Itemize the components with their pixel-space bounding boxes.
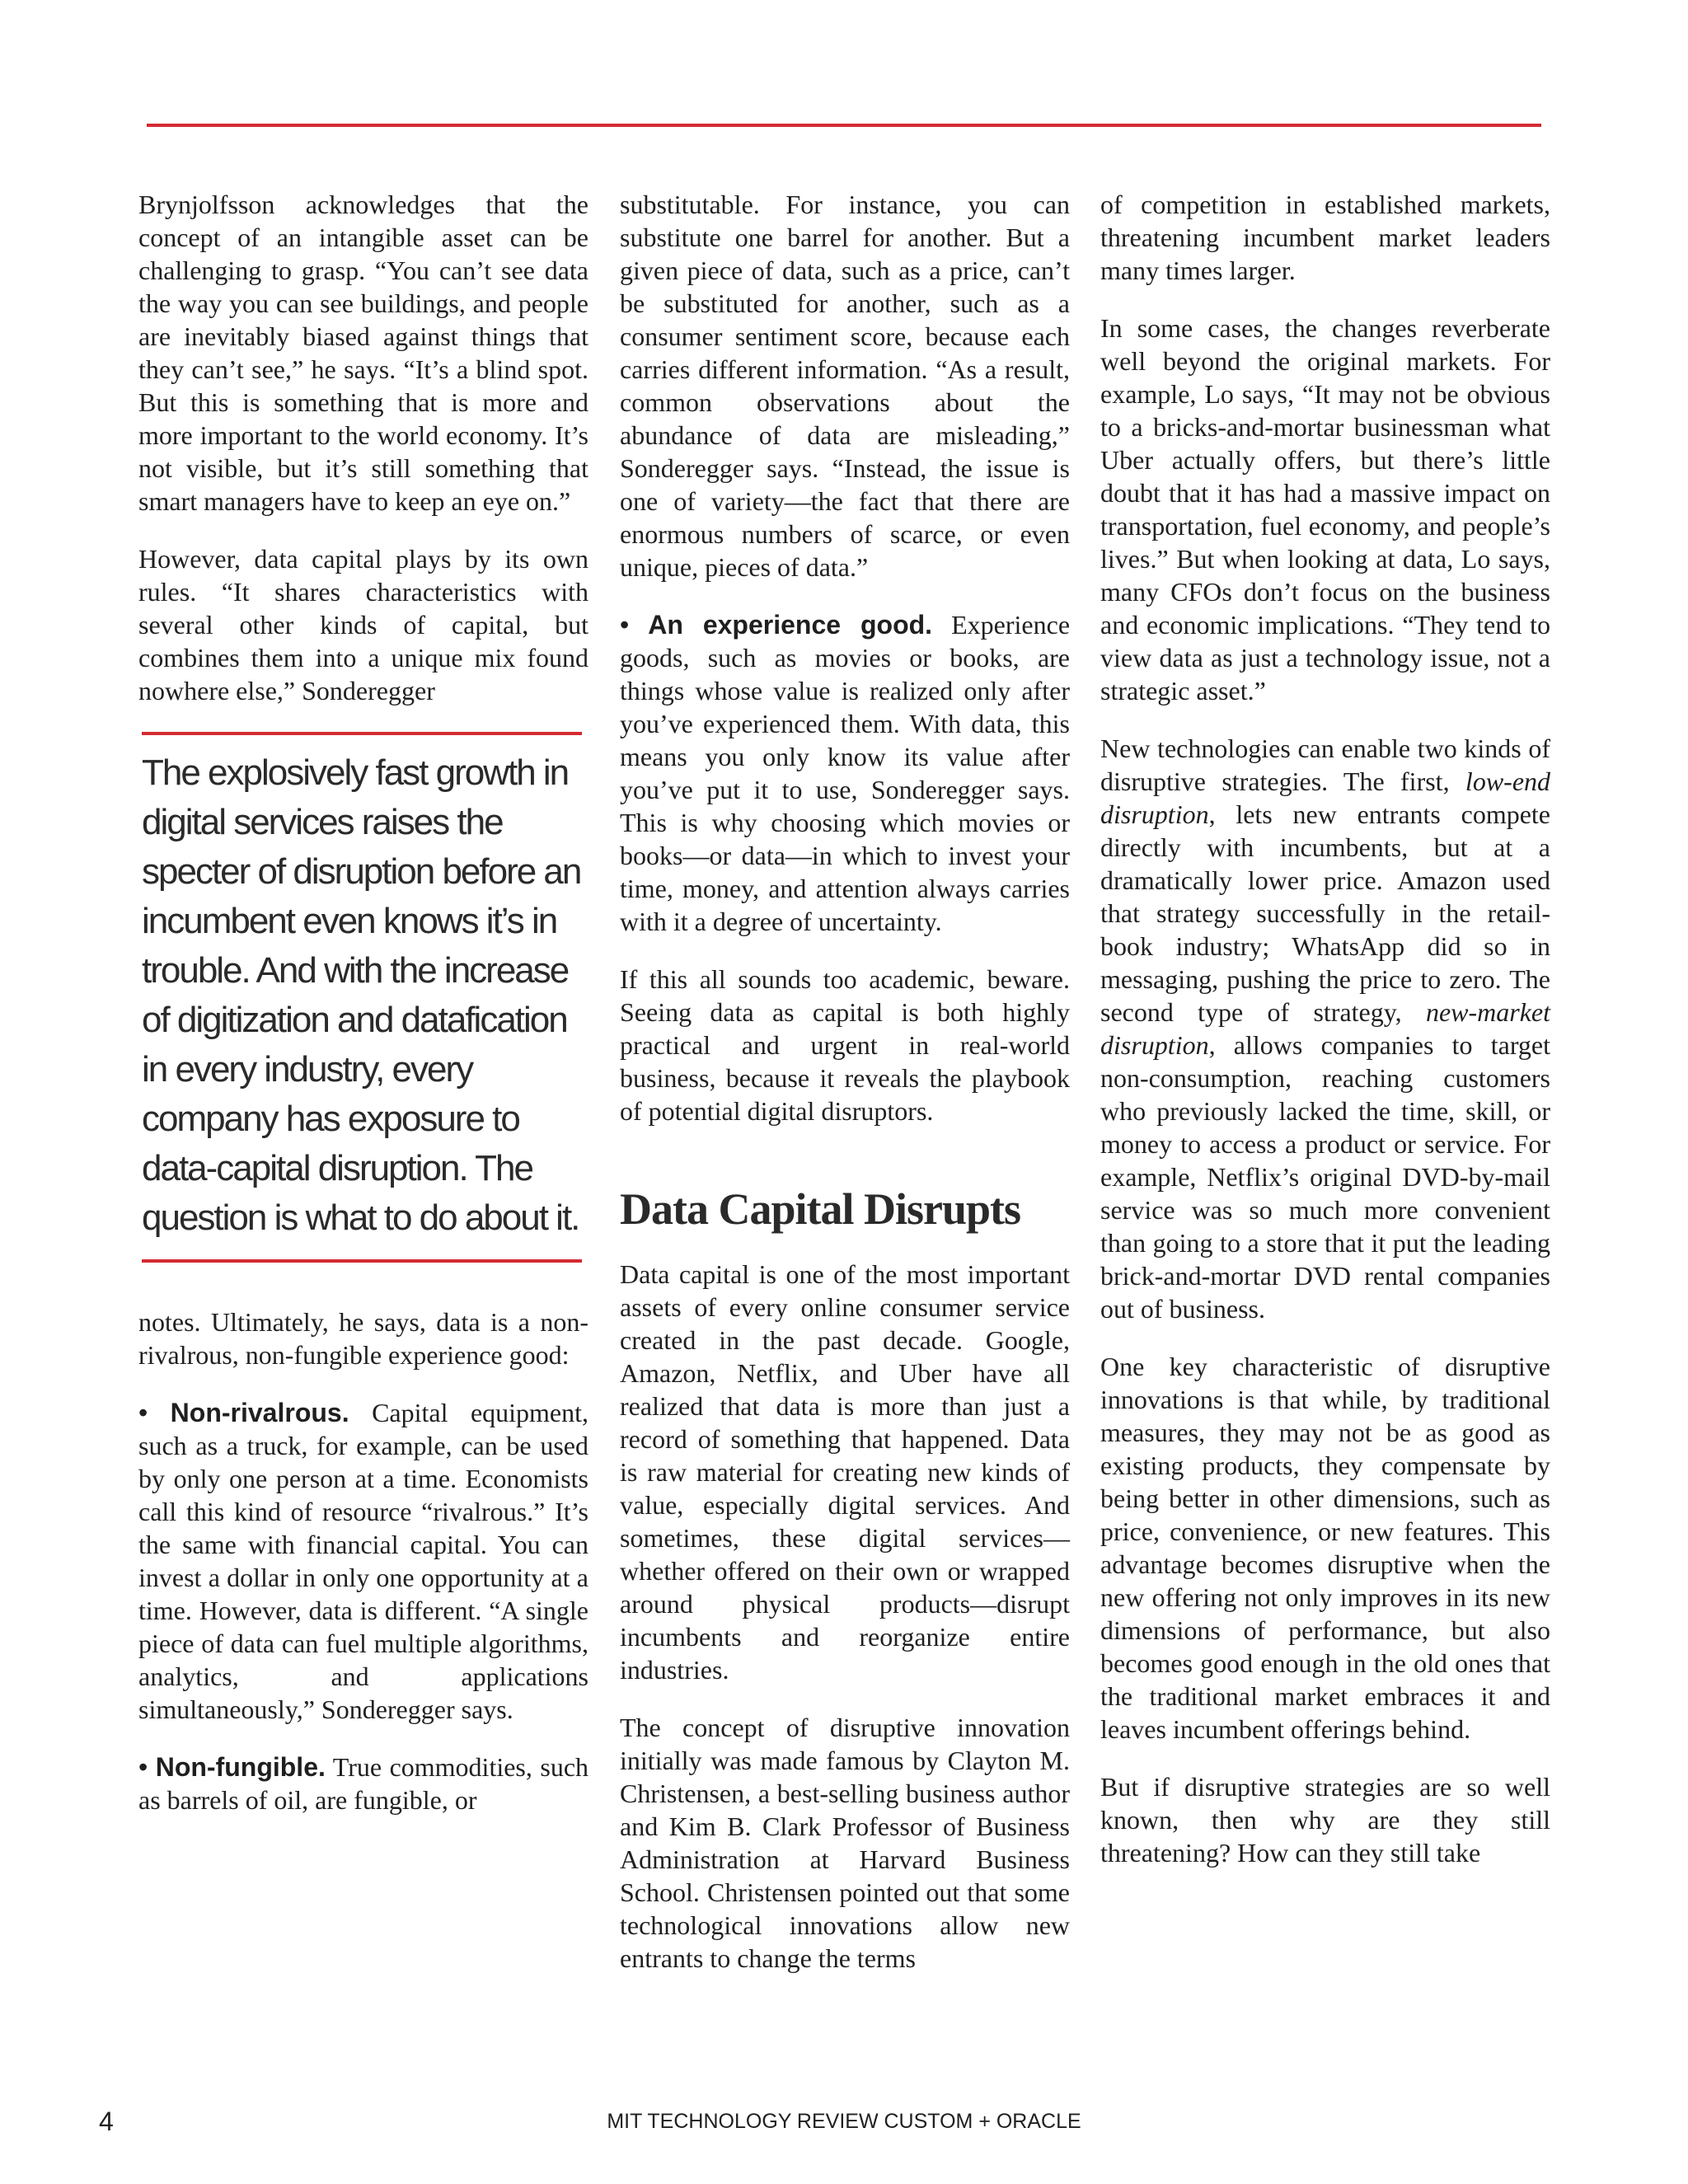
term-new-market-disruption: new-market disruption [1100,997,1551,1060]
bullet-text: Experience goods, such as movies or books, are things whose value is realized only after you’ve experienced them. With data, this means you only know its value after you’ve put it to use, Sonderegger says. This is why choosing which movies or books—or data—in which to invest your time, money, and attention always carries with it a degree of uncertainty. [620,610,1071,936]
top-rule [147,124,1541,127]
text-run: , allows companies to target non-consumption, reaching customers who previously lacked the time, skill, or money to access a product or service. For example, Netflix’s original DVD-by-mail service was so much more convenient than going to a store that it put the leading brick-and-mortar DVD rental companies out of business. [1100,1030,1550,1324]
bullet-text: True commodities, such as barrels of oil, are fungible, or [138,1752,589,1815]
column-1 [138,188,588,1841]
term-low-end-disruption: low-end disruption [1100,766,1551,829]
paragraph: In some cases, the changes reverberate well beyond the original markets. For example, Lo says, “It may not be obvious to a bricks-and-mortar businessman what Uber actually offers, but there’s little doubt that it has had a massive impact on transportation, fuel economy, and people’s lives.” But when looking at data, Lo says, many CFOs don’t focus on the business and economic implications. “They tend to view data as just a technology issue, not a strategic asset.” [1100,313,1550,705]
paragraph: One key characteristic of disruptive innovations is that while, by traditional measures, they may not be as good as existing products, they compensate by being better in other dimensions, such as price, convenience, or new features. This advantage becomes disruptive when the new offering not only improves in its new dimensions of performance, but also becomes good enough in the old ones that the traditional market embraces it and leaves incumbent offerings behind. [1100,1352,1550,1744]
pull-quote [142,732,582,1263]
column-2 [620,188,1070,1999]
pull-quote-text: The explosively fast growth in digital services raises the specter of disruption before an incumbent even knows it’s in trouble. And with the increase of digitization and datafication in every industry, every company has exposure to data-capital disruption. The question is what to do about it. [142,752,581,1238]
paragraph: If this all sounds too academic, beware. Seeing data as capital is both highly practical and urgent in real-world business, because it reveals the playbook of potential digital disruptors. [620,964,1070,1126]
pull-quote-rule-bottom [142,1259,582,1263]
paragraph: But if disruptive strategies are so well known, then why are they still threatening? How can they still take [1100,1772,1550,1868]
paragraph: Data capital is one of the most important assets of every online consumer service created in the past decade. Google, Amazon, Netflix, and Uber have all realized that data is more than just a record of something that happened. Data is raw material for creating new kinds of value, especially digital services. And sometimes, these digital services—whether offered on their own or wrapped around physical products—disrupt incumbents and reorganize entire industries. [620,1259,1070,1685]
page-number: 4 [99,2107,114,2136]
bullet-non-fungible [138,1750,588,1816]
bullet-text: Capital equipment, such as a truck, for example, can be used by only one person at a time. Economists call this kind of resource “rivalrous.” It’s the same with financial capital. You can invest a dollar in only one opportunity at a time. However, data is different. “A single piece of data can fuel multiple algorithms, analytics, and applications simultaneously,” Sonderegger says. [138,1398,589,1724]
bullet-marker: • [620,610,630,640]
paragraph: of competition in established markets, threatening incumbent market leaders many times larger. [1100,190,1550,285]
paragraph: The concept of disruptive innovation initially was made famous by Clayton M. Christensen, a best-selling business author and Kim B. Clark Professor of Business Administration at Harvard Business School. Christensen pointed out that some technological innovations allow new entrants to change the terms [620,1713,1070,1973]
bullet-marker: • [138,1752,148,1782]
paragraph: However, data capital plays by its own rules. “It shares characteristics with several other kinds of capital, but combines them into a unique mix found nowhere else,” Sonderegger [138,544,588,705]
text-run: , lets new entrants compete directly with incumbents, but at a dramatically lower price. Amazon used that strategy successfully in the retail-book industry; WhatsApp did so in messaging, pushing the price to zero. The second type of strategy, [1100,799,1550,1027]
paragraph: Brynjolfsson acknowledges that the concept of an intangible asset can be challenging to grasp. “You can’t see data the way you can see buildings, and people are inevitably biased against things that they can’t see,” he says. “It’s a blind spot. But this is something that is more and more important to the world economy. It’s not visible, but it’s still something that smart managers have to keep an eye on.” [138,190,588,516]
text-run: New technologies can enable two kinds of disruptive strategies. The first, [1100,733,1550,796]
bullet-label: Non-fungible. [155,1752,326,1782]
paragraph [1100,732,1550,1325]
column-3 [1100,188,1550,1894]
publication-footer: MIT TECHNOLOGY REVIEW CUSTOM + ORACLE [607,2110,1081,2133]
bullet-label: Non-rivalrous. [170,1398,349,1427]
bullet-marker: • [138,1398,148,1427]
paragraph: substitutable. For instance, you can substitute one barrel for another. But a given piece of data, such as a price, can’t be substituted for another, such as a consumer sentiment score, because each carries different information. “As a result, common observations about the abundance of data are misleading,” Sonderegger says. “Instead, the issue is one of variety—the fact that there are enormous numbers of scarce, or even unique, pieces of data.” [620,190,1070,582]
bullet-experience-good [620,608,1070,938]
bullet-non-rivalrous [138,1396,588,1726]
bullet-label: An experience good. [648,610,933,640]
section-heading: Data Capital Disrupts [620,1184,1021,1234]
paragraph: notes. Ultimately, he says, data is a non-rivalrous, non-fungible experience good: [138,1307,588,1370]
